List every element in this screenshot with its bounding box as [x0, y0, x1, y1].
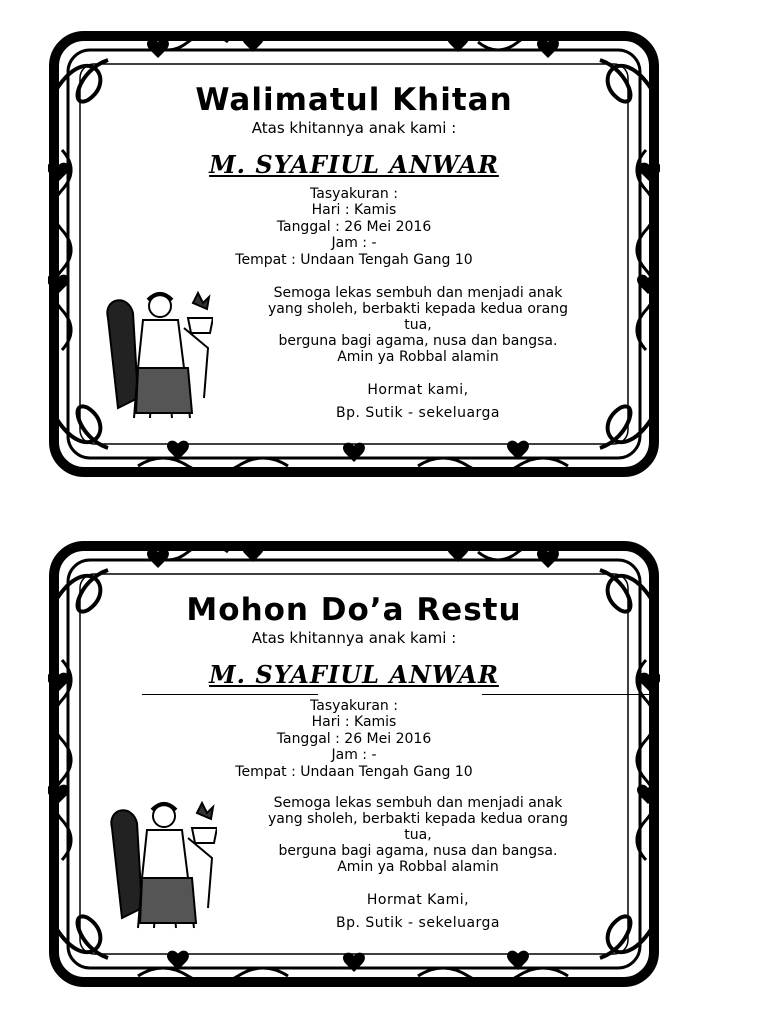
divider-line [482, 694, 652, 695]
prayer-message [228, 795, 608, 875]
divider-line [142, 694, 318, 695]
detail-tasyakuran: Tasyakuran : [310, 186, 398, 202]
message-line: yang sholeh, berbakti kepada kedua orang [267, 811, 568, 827]
card-title: Walimatul Khitan [195, 82, 513, 118]
detail-hari: Hari : Kamis [311, 714, 397, 731]
message-line: tua, [404, 827, 432, 843]
detail-tanggal: Tanggal : 26 Mei 2016 [276, 730, 432, 747]
message-line: tua, [404, 317, 432, 333]
message-line: berguna bagi agama, nusa dan bangsa. [278, 333, 558, 349]
child-name: M. SYAFIUL ANWAR [209, 660, 499, 689]
prayer-message [228, 285, 608, 365]
detail-jam: Jam : - [331, 747, 377, 764]
card-subtitle: Atas khitannya anak kami : [251, 119, 457, 137]
message-line: yang sholeh, berbakti kepada kedua orang [267, 301, 568, 317]
message-line: Semoga lekas sembuh dan menjadi anak [273, 795, 563, 811]
detail-tanggal: Tanggal : 26 Mei 2016 [276, 218, 432, 235]
card-subtitle: Atas khitannya anak kami : [251, 629, 457, 647]
card-title: Mohon Do’a Restu [186, 592, 522, 628]
boy-sitting-on-chair-illustration [98, 288, 213, 428]
detail-jam: Jam : - [331, 235, 377, 252]
message-line: Amin ya Robbal alamin [337, 349, 499, 365]
details-block [48, 698, 660, 780]
closing-text: Hormat kami, [367, 382, 469, 398]
message-line: berguna bagi agama, nusa dan bangsa. [278, 843, 558, 859]
child-name: M. SYAFIUL ANWAR [209, 150, 499, 179]
signature: Bp. Sutik - sekeluarga [335, 915, 501, 931]
message-line: Amin ya Robbal alamin [337, 859, 499, 875]
signature: Bp. Sutik - sekeluarga [335, 405, 501, 421]
boy-sitting-on-chair-illustration [102, 798, 217, 938]
detail-tempat: Tempat : Undaan Tengah Gang 10 [235, 251, 473, 268]
detail-tempat: Tempat : Undaan Tengah Gang 10 [235, 763, 473, 780]
detail-tasyakuran: Tasyakuran : [310, 698, 398, 714]
detail-hari: Hari : Kamis [311, 202, 397, 219]
closing-text: Hormat Kami, [366, 892, 470, 908]
message-line: Semoga lekas sembuh dan menjadi anak [273, 285, 563, 301]
details-block [48, 186, 660, 268]
invitation-card-2 [48, 540, 660, 988]
invitation-card-1 [48, 30, 660, 478]
